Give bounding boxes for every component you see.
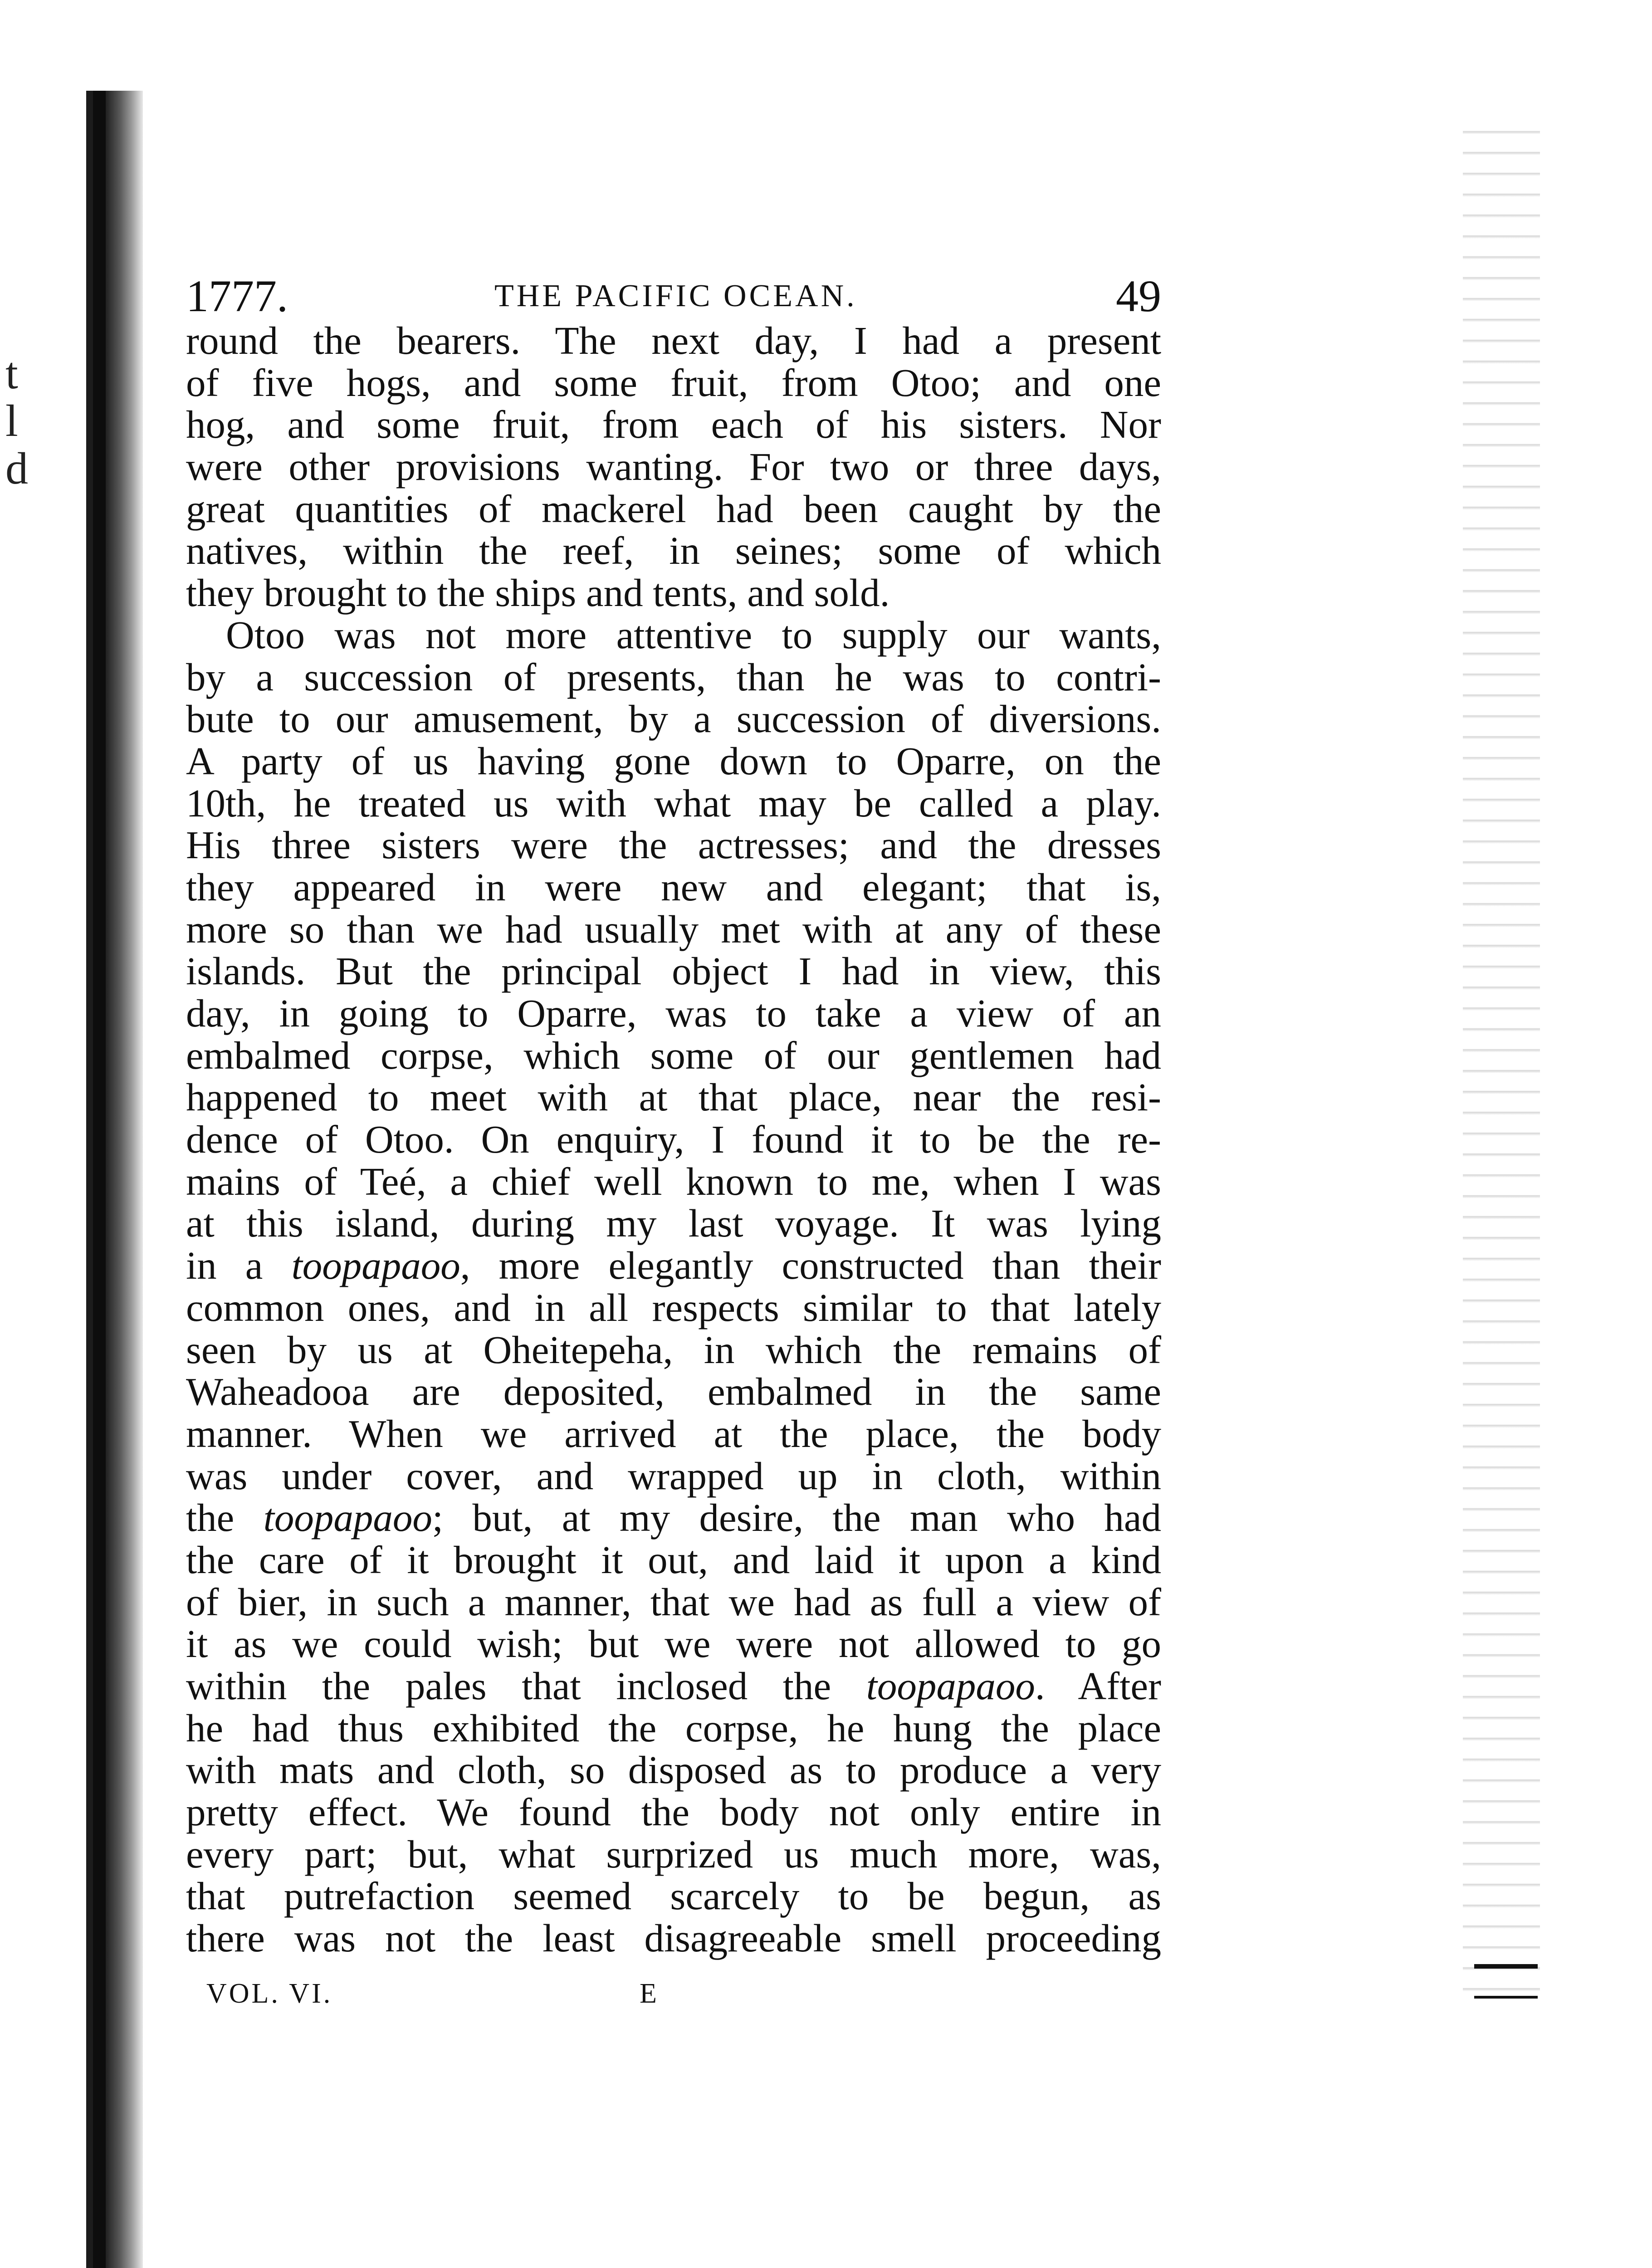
text-line: in a toopapaoo, more elegantly constructed than their (186, 1243, 1161, 1288)
page-text-block (186, 261, 1161, 2019)
show-through-rule (1474, 1964, 1538, 1969)
text-line: at this island, during my last voyage. It was lying (186, 1201, 1161, 1246)
binding-edge (93, 91, 106, 2268)
text-line: the toopapaoo; but, at my desire, the man who had (186, 1496, 1162, 1540)
show-through-rule (1474, 1996, 1538, 1999)
text-line: great quantities of mackerel had been caught by the (186, 486, 1161, 531)
text-line: seen by us at Oheitepeha, in which the remains of (186, 1327, 1161, 1372)
text-line: natives, within the reef, in seines; some of which (186, 528, 1161, 573)
text-line: more so than we had usually met with at any of these (186, 907, 1161, 951)
text-line: every part; but, what surprized us much more, was, (186, 1832, 1161, 1876)
text-line: round the bearers. The next day, I had a present (186, 318, 1161, 362)
text-line: they brought to the ships and tents, and sold. (186, 571, 890, 615)
show-through-next-page (1463, 113, 1540, 1996)
text-line: of bier, in such a manner, that we had as full a view of (186, 1579, 1161, 1624)
text-line: they appeared in were new and elegant; that is, (186, 865, 1161, 909)
text-line: His three sisters were the actresses; and the dresses (186, 823, 1161, 867)
text-line: day, in going to Oparre, was to take a view of an (186, 991, 1161, 1035)
text-line: with mats and cloth, so disposed as to produce a very (186, 1748, 1161, 1792)
text-line: Waheadooa are deposited, embalmed in the same (186, 1369, 1161, 1414)
margin-letter: l (5, 396, 18, 446)
text-line: the care of it brought it out, and laid it upon a kind (186, 1537, 1161, 1582)
text-line: it as we could wish; but we were not allowed to go (186, 1622, 1161, 1666)
text-line: were other provisions wanting. For two or three days, (186, 445, 1161, 489)
text-line: islands. But the principal object I had in view, this (186, 949, 1161, 993)
text-line: hog, and some fruit, from each of his sisters. Nor (186, 402, 1161, 447)
running-head-year: 1777. (186, 271, 288, 321)
text-line: Otoo was not more attentive to supply our wants, (226, 612, 1161, 657)
text-line: was under cover, and wrapped up in cloth, within (186, 1453, 1161, 1498)
text-line: there was not the least disagreeable smell proceeding (186, 1916, 1161, 1960)
text-line: mains of Teé, a chief well known to me, when I was (186, 1159, 1161, 1203)
text-line: by a succession of presents, than he was to contri- (186, 655, 1161, 699)
page-number: 49 (1116, 271, 1161, 321)
signature-mark: E (640, 1978, 657, 2009)
text-line: pretty effect. We found the body not only entire in (186, 1790, 1161, 1834)
text-line: embalmed corpse, which some of our gentlemen had (186, 1033, 1161, 1077)
text-line: of five hogs, and some fruit, from Otoo; and one (186, 360, 1161, 405)
text-line: dence of Otoo. On enquiry, I found it to be the re- (186, 1117, 1161, 1162)
margin-letter: t (5, 348, 18, 398)
text-line: he had thus exhibited the corpse, he hung the place (186, 1706, 1161, 1750)
text-line: that putrefaction seemed scarcely to be begun, as (186, 1874, 1161, 1918)
running-head (186, 261, 1161, 320)
running-head-title: THE PACIFIC OCEAN. (494, 279, 857, 313)
page-footer (186, 1973, 1161, 2019)
margin-letter: d (5, 443, 28, 494)
volume-label: VOL. VI. (206, 1978, 333, 2009)
text-line: 10th, he treated us with what may be called a play. (186, 781, 1161, 825)
facing-page-margin (5, 349, 28, 492)
body-text (186, 320, 1161, 1960)
text-line: bute to our amusement, by a succession of diversions. (186, 697, 1161, 741)
text-line: within the pales that inclosed the toopapaoo. After (186, 1664, 1161, 1708)
text-line: manner. When we arrived at the place, the body (186, 1411, 1161, 1456)
text-line: A party of us having gone down to Oparre, on the (186, 738, 1161, 783)
text-line: happened to meet with at that place, near the resi- (186, 1075, 1161, 1119)
text-line: common ones, and in all respects similar to that lately (186, 1285, 1161, 1330)
